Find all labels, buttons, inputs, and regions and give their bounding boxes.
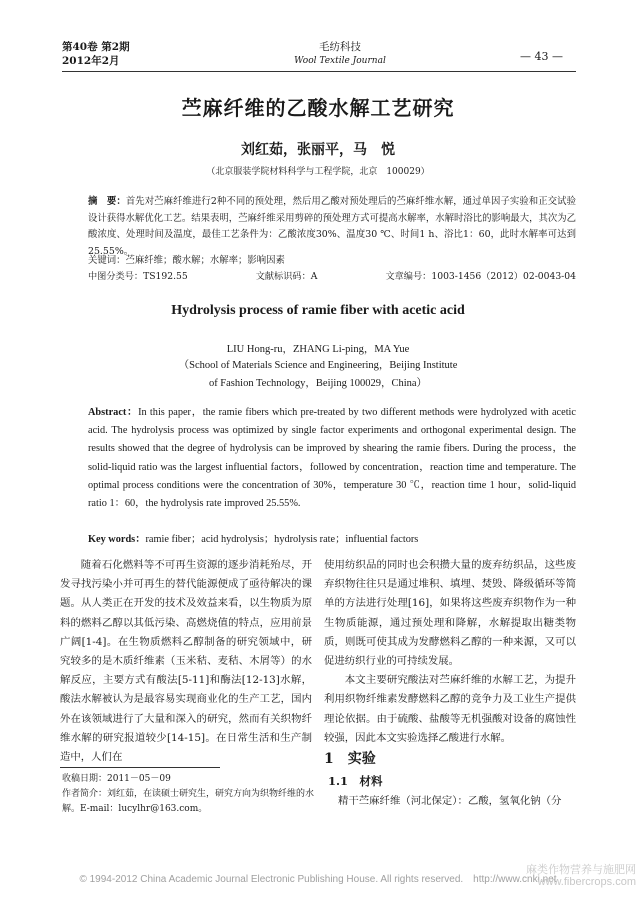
doc-code: 文献标识码：A xyxy=(255,271,318,282)
keywords-en-label: Key words： xyxy=(88,534,146,545)
article-number: 文章编号：1003-1456（2012）02-0043-04 xyxy=(385,271,576,282)
date-line: 2012年2月 xyxy=(62,55,120,67)
clc-number: 中图分类号：TS192.55 xyxy=(88,271,188,282)
affiliation-en-line1: （School of Materials Science and Engineering，Beijing Institute xyxy=(178,360,458,371)
body-paragraph: 本文主要研究酸法对苎麻纤维的水解工艺，为提升利用织物纤维素发酵燃料乙醇的竞争力及工业生产提供理论依据。由于硫酸、盐酸等无机强酸对设备的腐蚀性较强，因此本文实验选择乙酸进行水解。 xyxy=(324,674,576,744)
watermark: 麻类作物营养与施肥网 www.fibercrops.com xyxy=(526,864,636,888)
classification-row xyxy=(88,268,576,282)
received-date: 收稿日期：2011－05－09 xyxy=(62,774,171,784)
abstract-en xyxy=(88,404,576,513)
affiliation-cn: （北京服装学院材料科学与工程学院，北京 100029） xyxy=(206,167,430,177)
section-heading-1: 1 实验 xyxy=(324,751,376,767)
body-left-column xyxy=(60,556,312,767)
materials-text: 精干苎麻纤维（河北保定）：乙酸，氢氧化钠（分 xyxy=(338,795,562,807)
affiliation-en-line2: of Fashion Technology，Beijing 100029，China） xyxy=(208,378,428,389)
journal-name xyxy=(250,40,430,68)
section-heading-1-1: 1.1 材料 xyxy=(328,774,383,788)
author-bio: 作者简介：刘红茹，在读硕士研究生，研究方向为织物纤维的水解。E-mail：lucylhr@163.com。 xyxy=(62,789,315,814)
body-paragraph: 随着石化燃料等不可再生资源的逐步消耗殆尽，开发寻找污染小并可再生的替代能源便成了亟待解决的课题。从人类正在开发的技术及效益来看，以生物质为原料的燃料乙醇以其低污染、高燃烧值的特点，应用前景广阔[1-4]。在生物质燃料乙醇制备的研究领域中，研究较多的是木质纤维素（玉米秸、麦秸、木屑等）的水解反应，主要方式有酸法[5-11]和酶法[12-13]水解，酸法水解被认为是最容易实现商业化的生产工艺，国内外在该领域进行了大量和深入的研究，然而有关织物纤维水解的研究报道较少[14-15]。在日常生活和生产制造中，人们在 xyxy=(60,559,312,764)
authors-cn: 刘红茹，张丽平，马 悦 xyxy=(241,142,395,158)
abstract-en-text: In this paper，the ramie fibers which pre-treated by two different methods were hydrolyzed with acetic acid. The hydrolysis process was optimized by single factor experiments and orthogonal experimental design. The results showed that the degree of hydrolysis can be improved by shearing the ramie fibers. During the process，the solid-liquid ratio was the largest influential factors，followed by concentration，reaction time and temperature. The optimal process conditions were the concentration of 30%，temperature 30 ℃，reaction time 1 hour，solid-liquid ratio 1：60，the hydrolysis rate improved 25.55%. xyxy=(88,407,576,510)
authors-en: LIU Hong-ru，ZHANG Li-ping，MA Yue xyxy=(226,344,410,355)
footnote-rule xyxy=(60,767,220,768)
header-rule xyxy=(62,71,576,72)
abstract-en-label: Abstract： xyxy=(88,407,139,418)
paper-title-cn: 苎麻纤维的乙酸水解工艺研究 xyxy=(181,96,455,120)
body-right-column xyxy=(324,556,576,748)
copyright-line: © 1994-2012 China Academic Journal Electronic Publishing House. All rights reserved. http://www.cnki.net xyxy=(79,874,557,885)
volume-line: 第40卷 第2期 xyxy=(62,41,130,53)
journal-name-en: Wool Textile Journal xyxy=(294,56,386,66)
abstract-cn-text: 首先对苎麻纤维进行2种不同的预处理，然后用乙酸对预处理后的苎麻纤维水解，通过单因子实验和正交试验设计获得水解优化工艺。结果表明，苎麻纤维采用剪碎的预处理方式可提高水解率，水解时浴比的影响最大，其次为乙酸浓度、处理时间及温度，最佳工艺条件为：乙酸浓度30%、温度30 ℃、时间1 h、浴比1：60，此时水解率可达到25.55%。 xyxy=(88,196,576,257)
affiliation-en xyxy=(0,357,636,393)
paper-title-en: Hydrolysis process of ramie fiber with acetic acid xyxy=(171,303,465,318)
page-number: — 43 — xyxy=(520,50,563,63)
abstract-cn xyxy=(88,194,576,260)
keywords-cn: 关键词：苎麻纤维；酸水解；水解率；影响因素 xyxy=(88,255,285,266)
keywords-en-text: ramie fiber；acid hydrolysis；hydrolysis rate；influential factors xyxy=(145,534,419,545)
abstract-cn-label: 摘 要： xyxy=(88,196,126,207)
keywords-en xyxy=(88,530,576,545)
footnote xyxy=(62,772,314,817)
issue-info xyxy=(62,40,130,68)
body-paragraph: 使用纺织品的同时也会积攒大量的废弃纺织品，这些废弃织物往往只是通过堆积、填埋、焚毁、降级循环等简单的方法进行处理[16]，如果将这些废弃织物作为一种生物质能源，通过预处理和降解，水解提取出糖类物质，则既可使其成为发酵燃料乙醇的一种来源，又可以促进纺织行业的可持续发展。 xyxy=(324,559,576,668)
journal-name-cn: 毛纺科技 xyxy=(319,41,361,53)
